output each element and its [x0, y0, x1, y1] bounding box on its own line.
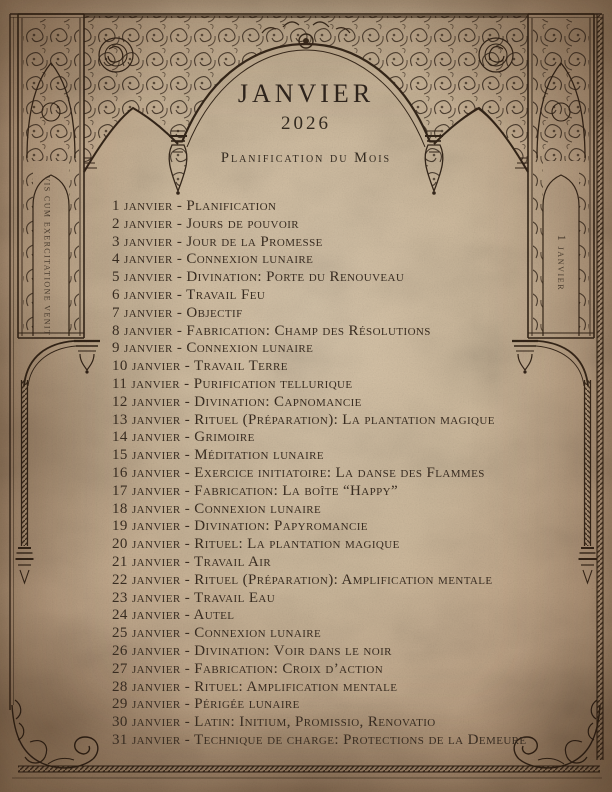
planner-entry: 20 janvier - Rituel: La plantation magique — [112, 536, 400, 553]
entry-date: 11 janvier — [112, 375, 181, 392]
entry-activity: Connexion lunaire — [186, 340, 314, 357]
entry-date: 16 janvier — [112, 464, 181, 481]
entry-date: 14 janvier — [112, 429, 181, 446]
planner-entry: 1 janvier - Planification — [112, 198, 277, 214]
planner-entry: 13 janvier - Rituel (Préparation): La plantation magique — [112, 411, 495, 428]
entry-activity: Rituel (Préparation): Amplification mentale — [194, 571, 493, 588]
entry-activity: Planification — [186, 198, 277, 214]
month-title: JANVIER — [237, 79, 375, 108]
entry-activity: Divination: Capnomancie — [194, 393, 362, 410]
planner-entry: 15 janvier - Méditation lunaire — [112, 447, 325, 464]
entry-activity: Divination: Porte du Renouveau — [186, 269, 405, 286]
entry-date: 3 janvier — [112, 233, 173, 250]
planner-entry: 27 janvier - Fabrication: Croix d’action — [112, 660, 384, 677]
entry-date: 27 janvier — [112, 660, 181, 677]
entry-date: 22 janvier — [112, 571, 181, 588]
entry-date: 20 janvier — [112, 536, 181, 553]
planner-entry: 9 janvier - Connexion lunaire — [112, 340, 314, 357]
entry-activity: Rituel: Amplification mentale — [194, 678, 398, 695]
entry-date: 8 janvier — [112, 322, 173, 339]
entry-activity: Divination: Papyromancie — [194, 518, 368, 535]
entry-date: 15 janvier — [112, 447, 181, 464]
planner-entry: 8 janvier - Fabrication: Champ des Résolutions — [112, 322, 431, 339]
corner-scroll-left — [12, 700, 98, 768]
entry-date: 21 janvier — [112, 553, 181, 570]
entry-activity: Autel — [193, 607, 235, 624]
planner-entry: 31 janvier - Technique de charge: Protections de la Demeure — [112, 731, 527, 748]
entry-activity: Fabrication: Champ des Résolutions — [186, 322, 431, 339]
planner-entry: 10 janvier - Travail Terre — [112, 358, 288, 375]
entry-date: 17 janvier — [112, 482, 181, 499]
entry-activity: Connexion lunaire — [186, 251, 314, 268]
entry-date: 13 janvier — [112, 411, 181, 428]
planner-entry: 29 janvier - Périgée lunaire — [112, 696, 300, 713]
entry-date: 26 janvier — [112, 642, 181, 659]
entry-date: 7 janvier — [112, 304, 173, 321]
entry-activity: Grimoire — [194, 429, 255, 446]
planner-entry: 14 janvier - Grimoire — [112, 429, 255, 446]
planner-entry: 30 janvier - Latin: Initium, Promissio, Renovatio — [112, 714, 436, 731]
entry-date: 6 janvier — [112, 286, 173, 303]
pendant-right — [425, 131, 443, 195]
entry-date: 5 janvier — [112, 269, 173, 286]
entry-date: 19 janvier — [112, 518, 181, 535]
entry-date: 4 janvier — [112, 251, 173, 268]
planner-entry: 6 janvier - Travail Feu — [112, 286, 266, 303]
entry-date: 23 janvier — [112, 589, 181, 606]
entry-date: 9 janvier — [112, 340, 173, 357]
planner-entry: 3 janvier - Jour de la Promesse — [112, 233, 323, 250]
entry-date: 10 janvier — [112, 358, 181, 375]
entry-date: 29 janvier — [112, 696, 181, 713]
planner-entry: 5 janvier - Divination: Porte du Renouveau — [112, 269, 405, 286]
planner-entry: 25 janvier - Connexion lunaire — [112, 625, 322, 642]
entry-date: 24 janvier — [112, 607, 181, 624]
planner-entry: 16 janvier - Exercice initiatoire: La danse des Flammes — [112, 464, 485, 481]
planner-entry: 19 janvier - Divination: Papyromancie — [112, 518, 368, 535]
left-margin-motto: VIS CUM EXERCITATIONE VENIT — [42, 175, 52, 337]
entry-activity: Jours de pouvoir — [186, 215, 300, 232]
entry-activity: Travail Air — [194, 553, 272, 570]
planner-entry: 26 janvier - Divination: Voir dans le noir — [112, 642, 392, 659]
corner-scroll-right — [514, 700, 600, 768]
planner-entry: 7 janvier - Objectif — [112, 304, 243, 321]
planner-entry: 4 janvier - Connexion lunaire — [112, 251, 314, 268]
entry-activity: Connexion lunaire — [194, 625, 322, 642]
entry-activity: Jour de la Promesse — [186, 233, 323, 250]
planner-entry: 28 janvier - Rituel: Amplification mentale — [112, 678, 398, 695]
entry-activity: Périgée lunaire — [194, 696, 300, 713]
entry-activity: Travail Terre — [194, 358, 288, 375]
right-margin-date: 1 janvier — [555, 234, 567, 292]
entry-date: 1 janvier — [112, 198, 173, 214]
entry-date: 25 janvier — [112, 625, 181, 642]
planner-entry: 22 janvier - Rituel (Préparation): Amplification mentale — [112, 571, 493, 588]
page-subtitle: Planification du Mois — [220, 150, 392, 166]
planner-entry: 17 janvier - Fabrication: La boîte “Happy” — [112, 482, 399, 499]
planner-entry: 21 janvier - Travail Air — [112, 553, 272, 570]
year-label: 2026 — [281, 113, 331, 134]
planner-entry: 24 janvier - Autel — [112, 607, 235, 624]
entry-activity: Travail Eau — [194, 589, 276, 606]
entry-activity: Méditation lunaire — [194, 447, 325, 464]
entry-activity: Connexion lunaire — [194, 500, 322, 517]
planner-entry: 18 janvier - Connexion lunaire — [112, 500, 322, 517]
planner-entry: 11 janvier - Purification tellurique — [112, 375, 353, 392]
entry-activity: Technique de charge: Protections de la Demeure — [194, 731, 527, 748]
entry-activity: Objectif — [186, 304, 243, 321]
entry-date: 2 janvier — [112, 215, 173, 232]
entry-activity: Latin: Initium, Promissio, Renovatio — [194, 714, 436, 731]
entry-activity: Rituel (Préparation): La plantation magique — [194, 411, 495, 428]
entry-activity: Fabrication: Croix d’action — [194, 660, 384, 677]
planner-entry: 2 janvier - Jours de pouvoir — [112, 215, 300, 232]
entry-activity: Fabrication: La boîte “Happy” — [194, 482, 399, 499]
entry-date: 28 janvier — [112, 678, 181, 695]
entry-date: 12 janvier — [112, 393, 181, 410]
entry-activity: Divination: Voir dans le noir — [194, 642, 392, 659]
planner-entry: 23 janvier - Travail Eau — [112, 589, 276, 606]
entry-date: 18 janvier — [112, 500, 181, 517]
entry-activity: Exercice initiatoire: La danse des Flammes — [194, 464, 485, 481]
entry-activity: Rituel: La plantation magique — [194, 536, 400, 553]
planner-entry: 12 janvier - Divination: Capnomancie — [112, 393, 362, 410]
entry-activity: Purification tellurique — [193, 375, 353, 392]
entry-date: 31 janvier — [112, 731, 181, 748]
arcade — [84, 16, 528, 172]
entry-date: 30 janvier — [112, 714, 181, 731]
pendant-left — [169, 131, 187, 195]
entry-activity: Travail Feu — [186, 286, 266, 303]
